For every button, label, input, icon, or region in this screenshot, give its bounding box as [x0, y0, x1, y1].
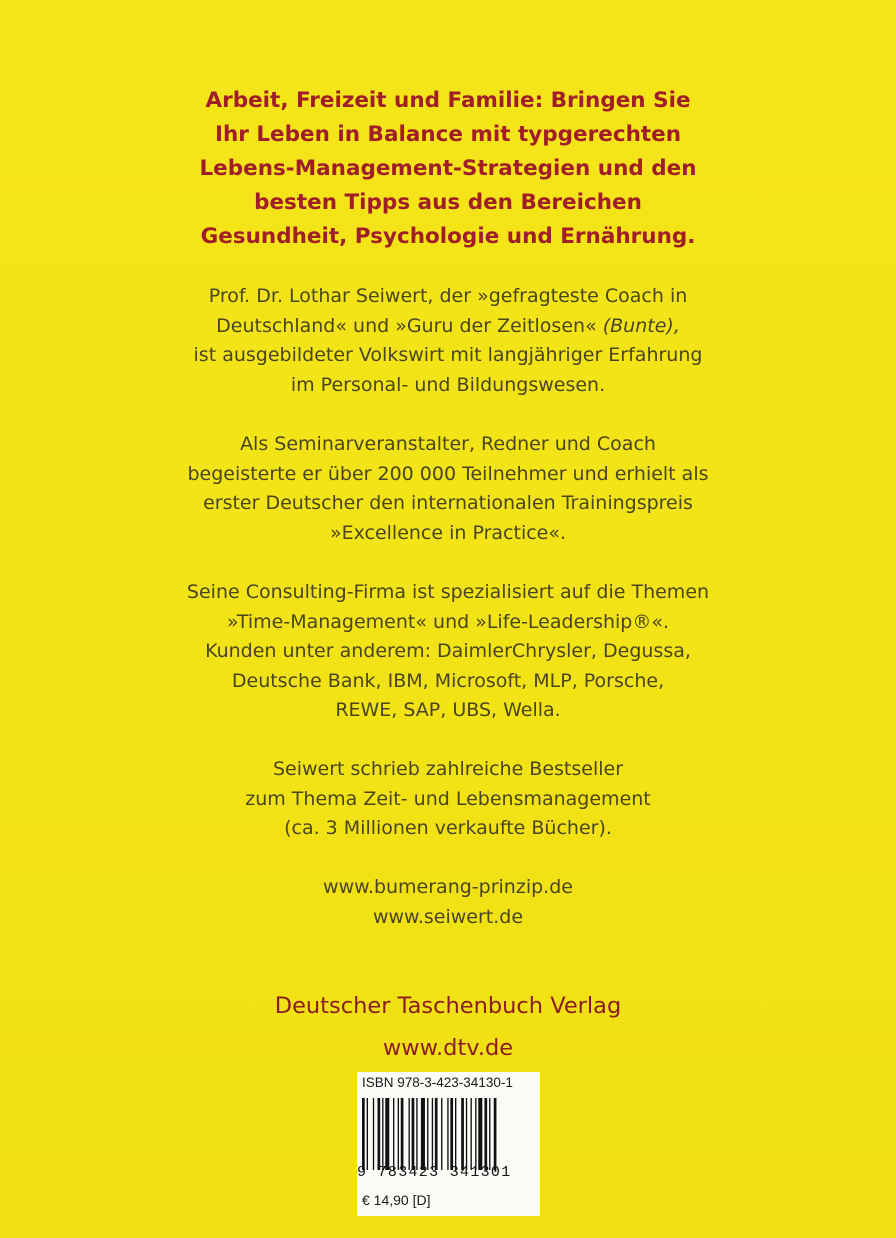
publisher-name: Deutscher Taschenbuch Verlag: [274, 993, 622, 1019]
publisher: [0, 985, 896, 1069]
bio-line-text: Deutschland« und »Guru der Zeitlosen«: [216, 314, 603, 337]
seminar-paragraph: [0, 430, 896, 548]
isbn-text: ISBN 978-3-423-34130-1: [362, 1075, 513, 1090]
headline-line: Gesundheit, Psychologie und Ernährung.: [200, 224, 696, 249]
author-bio-paragraph: [0, 282, 896, 400]
consulting-line: »Time-Management« und »Life-Leadership®«.: [226, 610, 670, 633]
bestseller-line: Seiwert schrieb zahlreiche Bestseller: [272, 758, 624, 780]
bio-line: [0, 312, 896, 342]
headline-line: besten Tipps aus den Bereichen: [254, 190, 642, 215]
bestseller-paragraph: [0, 755, 896, 844]
bestseller-line: zum Thema Zeit- und Lebensmanagement: [245, 787, 651, 810]
publisher-url: www.dtv.de: [382, 1035, 514, 1061]
quote-source: (Bunte),: [602, 314, 680, 337]
bio-line: Prof. Dr. Lothar Seiwert, der »gefragteste Coach in: [208, 285, 688, 307]
consulting-line: Seine Consulting-Firma ist spezialisiert auf die Themen: [186, 581, 710, 603]
barcode-digits: 9 783423 341301: [357, 1164, 512, 1181]
bio-line: ist ausgebildeter Volkswirt mit langjähriger Erfahrung: [193, 344, 703, 366]
seminar-line: begeisterte er über 200 000 Teilnehmer und erhielt als: [187, 462, 709, 485]
price-label: € 14,90 [D]: [362, 1192, 431, 1208]
website-link: www.seiwert.de: [372, 905, 524, 928]
consulting-line: REWE, SAP, UBS, Wella.: [335, 699, 561, 721]
barcode-label: [357, 1072, 540, 1216]
headline-line: Ihr Leben in Balance mit typgerechten: [214, 122, 682, 147]
consulting-line: Kunden unter anderem: DaimlerChrysler, Degussa,: [205, 640, 691, 662]
headline-line: Arbeit, Freizeit und Familie: Bringen Sie: [205, 88, 691, 113]
website-link: www.bumerang-prinzip.de: [323, 876, 573, 898]
barcode-bars: [362, 1098, 535, 1170]
websites: [0, 873, 896, 932]
headline: [0, 84, 896, 254]
consulting-line: Deutsche Bank, IBM, Microsoft, MLP, Porsche,: [231, 669, 665, 692]
seminar-line: Als Seminarveranstalter, Redner und Coach: [240, 433, 656, 455]
bio-line: im Personal- und Bildungswesen.: [290, 373, 606, 396]
consulting-paragraph: [0, 578, 896, 726]
bestseller-line: (ca. 3 Millionen verkaufte Bücher).: [284, 817, 612, 839]
headline-line: Lebens-Management-Strategien und den: [199, 156, 697, 181]
seminar-line: erster Deutscher den internationalen Trainingspreis: [203, 492, 693, 514]
seminar-line: »Excellence in Practice«.: [329, 521, 567, 544]
